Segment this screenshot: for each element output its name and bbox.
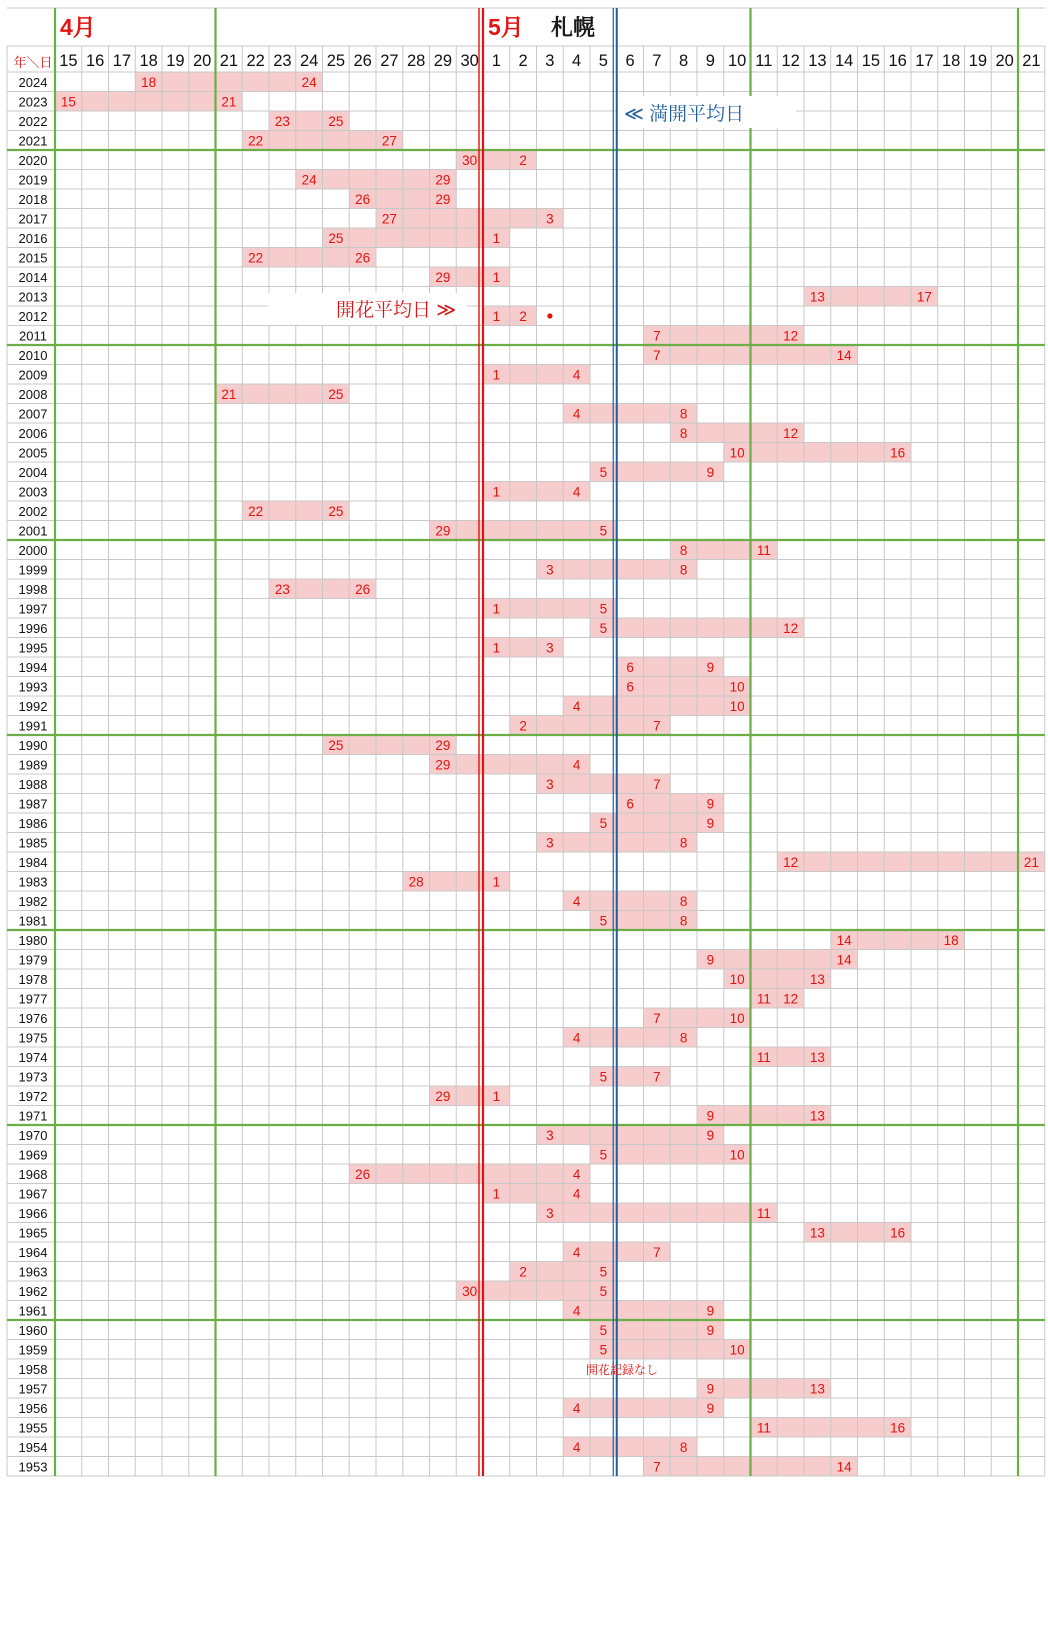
day-header: 18 <box>139 52 158 70</box>
year-label: 1992 <box>18 699 48 714</box>
day-header: 1 <box>491 52 501 70</box>
year-label: 1985 <box>18 835 48 851</box>
day-header: 15 <box>59 52 78 70</box>
bloom-day-label: 4 <box>572 406 581 422</box>
bloom-day-label: 2 <box>519 718 527 734</box>
bloom-bar <box>563 697 750 716</box>
year-label: 2021 <box>18 133 48 149</box>
day-header: 27 <box>380 52 399 70</box>
year-label: 2017 <box>18 211 48 227</box>
full-bloom-day-label: 2 <box>519 309 527 324</box>
day-header: 20 <box>995 52 1014 70</box>
full-bloom-day-label: 10 <box>729 679 745 695</box>
bloom-day-label: 4 <box>572 1440 581 1455</box>
day-header: 12 <box>781 52 800 70</box>
full-bloom-day-label: 4 <box>572 367 581 383</box>
bloom-day-label: 1 <box>492 601 501 617</box>
year-label: 1970 <box>18 1128 48 1143</box>
full-bloom-day-label: 25 <box>328 504 344 519</box>
bloom-day-label: 6 <box>626 796 634 812</box>
average-bloom-label: 開花平均日 ≫ <box>336 300 457 321</box>
bloom-day-label: 4 <box>572 894 581 909</box>
day-header: 16 <box>85 52 105 70</box>
year-label: 1968 <box>18 1167 48 1182</box>
full-bloom-day-label: 26 <box>355 250 371 266</box>
bloom-bar <box>724 443 911 462</box>
full-bloom-day-label: 5 <box>599 1264 608 1280</box>
bloom-day-label: 5 <box>599 913 608 929</box>
day-header: 17 <box>915 52 934 70</box>
bloom-day-label: 5 <box>599 1342 608 1358</box>
full-bloom-day-label: 25 <box>328 114 344 129</box>
bloom-day-label: 23 <box>274 582 290 597</box>
day-header: 5 <box>598 52 608 70</box>
year-label: 2009 <box>18 367 48 383</box>
day-header: 21 <box>1022 52 1041 70</box>
full-bloom-day-label: 21 <box>1023 855 1039 870</box>
bloom-bar <box>483 599 617 618</box>
full-bloom-day-label: 14 <box>836 952 852 968</box>
full-bloom-day-label: 5 <box>599 1284 608 1299</box>
full-bloom-day-label: 9 <box>706 1303 715 1319</box>
day-header: 10 <box>727 52 747 70</box>
bloom-day-label: 5 <box>599 1147 608 1163</box>
full-bloom-day-label: 7 <box>653 718 661 734</box>
year-label: 1961 <box>18 1303 48 1319</box>
bloom-day-label: 5 <box>599 621 608 636</box>
bloom-day-label: 4 <box>572 699 581 714</box>
full-bloom-day-label: 16 <box>890 1225 906 1241</box>
bloom-day-label: 28 <box>408 874 424 890</box>
bloom-day-label: 22 <box>248 250 264 266</box>
day-header: 16 <box>888 52 907 70</box>
full-bloom-day-label: 14 <box>836 348 852 363</box>
year-label: 2018 <box>18 192 48 207</box>
year-label: 1962 <box>18 1284 48 1299</box>
year-label: 1969 <box>18 1147 48 1163</box>
full-bloom-day-label: 29 <box>435 192 451 207</box>
bloom-day-label: 29 <box>435 270 451 285</box>
full-bloom-day-label: 10 <box>729 1147 745 1163</box>
average-full-bloom-label: ≪ 満開平均日 <box>624 104 745 125</box>
full-bloom-day-label: 12 <box>783 991 799 1007</box>
bloom-day-label: 4 <box>572 1401 581 1416</box>
bloom-day-label: 18 <box>141 75 157 90</box>
year-label: 1973 <box>18 1069 48 1085</box>
year-label: 1966 <box>18 1206 48 1221</box>
full-bloom-day-label: 3 <box>546 211 554 227</box>
bloom-day-label: 29 <box>435 757 451 773</box>
full-bloom-day-label: 3 <box>546 640 554 656</box>
bloom-day-label: 21 <box>221 387 237 402</box>
bloom-bar <box>563 1438 697 1457</box>
full-bloom-day-label: 1 <box>492 1089 501 1104</box>
year-label: 1994 <box>18 660 48 675</box>
full-bloom-day-label: 7 <box>653 777 661 792</box>
year-label: 1982 <box>18 894 48 909</box>
full-bloom-day-label: 10 <box>729 1342 745 1358</box>
bloom-bar <box>590 1321 724 1340</box>
full-bloom-day-label: 12 <box>783 621 799 636</box>
day-header: 13 <box>808 52 827 70</box>
year-label: 1995 <box>18 640 48 656</box>
full-bloom-day-label: 27 <box>381 133 397 149</box>
year-label: 1967 <box>18 1186 48 1202</box>
bloom-day-label: 4 <box>572 1245 581 1260</box>
grid-layer <box>7 8 1045 1476</box>
full-bloom-day-label: 26 <box>355 582 371 597</box>
year-label: 1963 <box>18 1264 48 1280</box>
bloom-day-label: 26 <box>355 1167 371 1182</box>
full-bloom-day-label: 9 <box>706 660 715 675</box>
bloom-day-label: 29 <box>435 1089 451 1104</box>
year-label: 1990 <box>18 738 48 753</box>
full-bloom-day-label: 11 <box>756 1206 771 1221</box>
bloom-day-label: 25 <box>328 738 344 753</box>
year-label: 2005 <box>18 445 48 461</box>
bloom-day-label: 1 <box>492 1186 501 1202</box>
year-label: 2007 <box>18 406 48 422</box>
year-label: 1996 <box>18 621 48 636</box>
year-label: 1977 <box>18 991 48 1007</box>
no-record-label: 開花記録なし <box>586 1363 659 1377</box>
full-bloom-day-label: 12 <box>783 328 799 344</box>
full-bloom-day-label: 8 <box>679 835 688 851</box>
year-label: 1971 <box>18 1108 48 1124</box>
bloom-day-label: 3 <box>546 562 554 578</box>
day-header: 22 <box>246 52 265 70</box>
bloom-bar <box>590 463 724 482</box>
day-header: 23 <box>273 52 292 70</box>
full-bloom-day-label: 29 <box>435 172 451 188</box>
day-header: 9 <box>705 52 715 70</box>
year-label: 1957 <box>18 1381 48 1397</box>
bloom-day-label: 29 <box>435 523 451 539</box>
year-label: 2008 <box>18 387 48 402</box>
full-bloom-day-label: 9 <box>706 1401 715 1416</box>
year-label: 1983 <box>18 874 48 890</box>
bloom-bar <box>55 92 242 111</box>
year-label: 1981 <box>18 913 48 929</box>
bloom-day-label: 7 <box>653 348 661 363</box>
full-bloom-day-label: 9 <box>706 796 715 812</box>
day-header: 20 <box>192 52 212 70</box>
day-header: 19 <box>968 52 988 70</box>
full-bloom-day-label: 17 <box>916 289 932 305</box>
bloom-day-label: 3 <box>546 1128 554 1143</box>
year-label: 1974 <box>18 1050 48 1065</box>
year-label: 1979 <box>18 952 48 968</box>
year-label: 1991 <box>18 718 48 734</box>
bloom-day-label: 22 <box>248 504 264 519</box>
bloom-day-label: 30 <box>462 153 478 168</box>
year-label: 2010 <box>18 348 48 363</box>
year-label: 1975 <box>18 1030 48 1046</box>
year-label: 1999 <box>18 562 48 578</box>
day-header: 4 <box>572 52 582 70</box>
year-label: 1964 <box>18 1245 48 1260</box>
year-label: 2020 <box>18 153 48 168</box>
full-bloom-day-label: 9 <box>706 1128 715 1143</box>
bloom-day-label: 9 <box>706 952 715 968</box>
bloom-day-label: 6 <box>626 660 634 675</box>
bloom-bar <box>563 1028 697 1047</box>
day-header: 6 <box>625 52 635 70</box>
full-bloom-day-label: 16 <box>890 445 906 461</box>
year-label: 2023 <box>18 94 48 110</box>
year-label: 2000 <box>18 543 48 558</box>
year-label: 2011 <box>19 328 47 344</box>
bloom-day-label: 7 <box>653 328 661 344</box>
bloom-day-label: 7 <box>653 1011 661 1026</box>
year-label: 1987 <box>18 796 48 812</box>
bloom-day-label: 13 <box>809 289 825 305</box>
full-bloom-day-label: 24 <box>301 75 317 90</box>
full-bloom-day-label: 10 <box>729 1011 745 1026</box>
bloom-day-label: 30 <box>462 1284 478 1299</box>
year-label: 1986 <box>18 816 48 831</box>
bloom-day-label: 5 <box>599 465 608 480</box>
bloom-day-label: 3 <box>546 1206 554 1221</box>
year-label: 2016 <box>18 231 48 246</box>
bloom-day-label: 7 <box>653 1459 661 1475</box>
year-label: 1989 <box>18 757 48 773</box>
day-header: 17 <box>112 52 132 70</box>
year-label: 1988 <box>18 777 48 792</box>
bloom-day-label: 25 <box>328 231 344 246</box>
bloom-day-label: 22 <box>248 133 264 149</box>
year-label: 2013 <box>18 289 48 305</box>
full-bloom-day-label: 13 <box>809 1050 825 1065</box>
day-header: 25 <box>326 52 346 70</box>
year-label: 1954 <box>18 1440 48 1455</box>
year-label: 2004 <box>18 465 48 480</box>
full-bloom-day-label: 4 <box>572 1186 581 1202</box>
full-bloom-day-label: 10 <box>729 699 745 714</box>
month-label-april: 4月 <box>60 14 96 40</box>
bloom-bar <box>563 892 697 911</box>
corner-label: 年＼日 <box>13 55 53 70</box>
bloom-day-label: 27 <box>381 211 397 227</box>
bloom-day-label: 4 <box>572 1030 581 1046</box>
bloom-day-label: 2 <box>519 1264 527 1280</box>
day-header: 14 <box>834 52 854 70</box>
day-header: 24 <box>299 52 319 70</box>
bloom-day-label: 13 <box>809 1225 825 1241</box>
bloom-day-label: 1 <box>492 640 501 656</box>
year-label: 2003 <box>18 484 48 500</box>
bloom-bar <box>376 209 563 228</box>
full-bloom-day-label: 21 <box>221 94 237 110</box>
bloom-day-label: 6 <box>626 679 634 695</box>
bloom-day-label: 4 <box>572 1303 581 1319</box>
full-bloom-day-label: 14 <box>836 1459 852 1475</box>
full-bloom-day-label: 12 <box>783 426 799 441</box>
bloom-day-label: 1 <box>492 484 501 500</box>
bloom-day-label: 1 <box>492 309 501 324</box>
year-label: 1958 <box>18 1362 48 1377</box>
day-header: 30 <box>460 52 479 70</box>
full-bloom-day-label: 25 <box>328 387 344 402</box>
year-label: 1978 <box>18 972 48 987</box>
day-header: 28 <box>406 52 426 70</box>
bloom-day-label: 24 <box>301 172 317 188</box>
year-label: 2006 <box>18 426 48 441</box>
year-label: 2001 <box>18 523 48 539</box>
full-bloom-day-label: 9 <box>706 816 715 831</box>
bloom-day-label: 14 <box>836 933 852 948</box>
year-label: 1998 <box>18 582 48 597</box>
full-bloom-day-label: 16 <box>890 1420 906 1436</box>
bloom-day-label: 15 <box>60 94 76 110</box>
year-label: 1960 <box>18 1323 48 1338</box>
day-header: 15 <box>861 52 881 70</box>
bloom-day-label: 10 <box>729 445 745 461</box>
year-label: 2022 <box>18 114 48 129</box>
year-label: 2015 <box>18 250 48 266</box>
full-bloom-day-label: 5 <box>599 601 608 617</box>
year-label: 1953 <box>18 1459 48 1475</box>
bloom-day-label: 23 <box>274 114 290 129</box>
full-bloom-day-label: 8 <box>679 1440 688 1455</box>
day-header: 2 <box>518 52 528 70</box>
day-header: 8 <box>679 52 689 70</box>
full-bloom-day-label: 9 <box>706 465 715 480</box>
bloom-bar <box>135 73 322 92</box>
full-bloom-day-label: 1 <box>492 270 501 285</box>
bloom-bar <box>563 404 697 423</box>
full-bloom-day-label: 4 <box>572 757 581 773</box>
year-label: 1976 <box>18 1011 48 1026</box>
year-label: 2012 <box>18 309 48 324</box>
full-bloom-day-label: 13 <box>809 972 825 987</box>
year-label: 1965 <box>18 1225 48 1241</box>
bloom-day-label: 1 <box>492 367 501 383</box>
chart-title: 札幌 <box>551 15 596 40</box>
year-label: 1955 <box>18 1420 48 1436</box>
bloom-day-label: 5 <box>599 816 608 831</box>
year-label: 1980 <box>18 933 48 948</box>
full-bloom-day-label: 1 <box>492 874 501 890</box>
full-bloom-day-label: 4 <box>572 484 581 500</box>
full-bloom-day-label: 7 <box>653 1069 661 1085</box>
full-bloom-day-label: 9 <box>706 1323 715 1338</box>
full-bloom-day-label: 8 <box>679 894 688 909</box>
year-label: 1959 <box>18 1342 48 1358</box>
full-bloom-day-label: 8 <box>679 1030 688 1046</box>
bloom-day-label: 3 <box>546 835 554 851</box>
full-bloom-day-label: 2 <box>519 153 527 168</box>
full-bloom-day-label: 18 <box>943 933 959 948</box>
bloom-bar <box>590 814 724 833</box>
day-header: 29 <box>433 52 453 70</box>
bloom-day-label: 5 <box>599 1069 608 1085</box>
year-label: 1993 <box>18 679 48 695</box>
full-bloom-day-label: 13 <box>809 1108 825 1124</box>
bloom-bar <box>537 775 671 794</box>
bloom-day-label: 9 <box>706 1381 715 1397</box>
full-bloom-day-label: 11 <box>756 543 771 558</box>
year-label: 1997 <box>18 601 48 617</box>
year-label: 1972 <box>18 1089 48 1104</box>
bloom-bar <box>537 1204 778 1223</box>
full-bloom-day-label: 8 <box>679 913 688 929</box>
record-marker-dot <box>547 313 552 318</box>
day-header: 3 <box>545 52 555 70</box>
year-label: 1984 <box>18 855 48 870</box>
full-bloom-day-label: 1 <box>492 231 501 246</box>
bloom-bar <box>430 521 617 540</box>
day-header: 11 <box>755 52 773 70</box>
bloom-bar <box>349 1165 590 1184</box>
bloom-day-label: 12 <box>783 855 799 870</box>
full-bloom-day-label: 13 <box>809 1381 825 1397</box>
bloom-day-label: 3 <box>546 777 554 792</box>
bloom-bar <box>323 229 510 248</box>
day-header: 21 <box>219 52 239 70</box>
year-label: 2024 <box>18 75 48 90</box>
full-bloom-day-label: 8 <box>679 562 688 578</box>
day-header: 18 <box>941 52 961 70</box>
full-bloom-day-label: 5 <box>599 523 608 539</box>
full-bloom-day-label: 29 <box>435 738 451 753</box>
day-header: 26 <box>353 52 372 70</box>
full-bloom-day-label: 4 <box>572 1167 581 1182</box>
bloom-day-label: 10 <box>729 972 745 987</box>
bloom-day-label: 11 <box>756 1050 771 1065</box>
day-header: 19 <box>166 52 185 70</box>
bloom-day-label: 8 <box>679 426 688 441</box>
year-label: 2002 <box>18 504 48 519</box>
year-label: 2019 <box>18 172 48 188</box>
bloom-day-label: 11 <box>756 991 771 1007</box>
day-header: 7 <box>652 52 662 70</box>
bloom-day-label: 9 <box>706 1108 715 1124</box>
bloom-day-label: 8 <box>679 543 688 558</box>
bloom-day-label: 11 <box>756 1420 771 1436</box>
full-bloom-day-label: 7 <box>653 1245 661 1260</box>
full-bloom-day-label: 8 <box>679 406 688 422</box>
year-label: 2014 <box>18 270 48 285</box>
bloom-day-label: 26 <box>355 192 371 207</box>
year-label: 1956 <box>18 1401 48 1416</box>
bloom-day-label: 5 <box>599 1323 608 1338</box>
month-label-may: 5月 <box>488 14 524 40</box>
bloom-bar <box>537 1126 724 1145</box>
